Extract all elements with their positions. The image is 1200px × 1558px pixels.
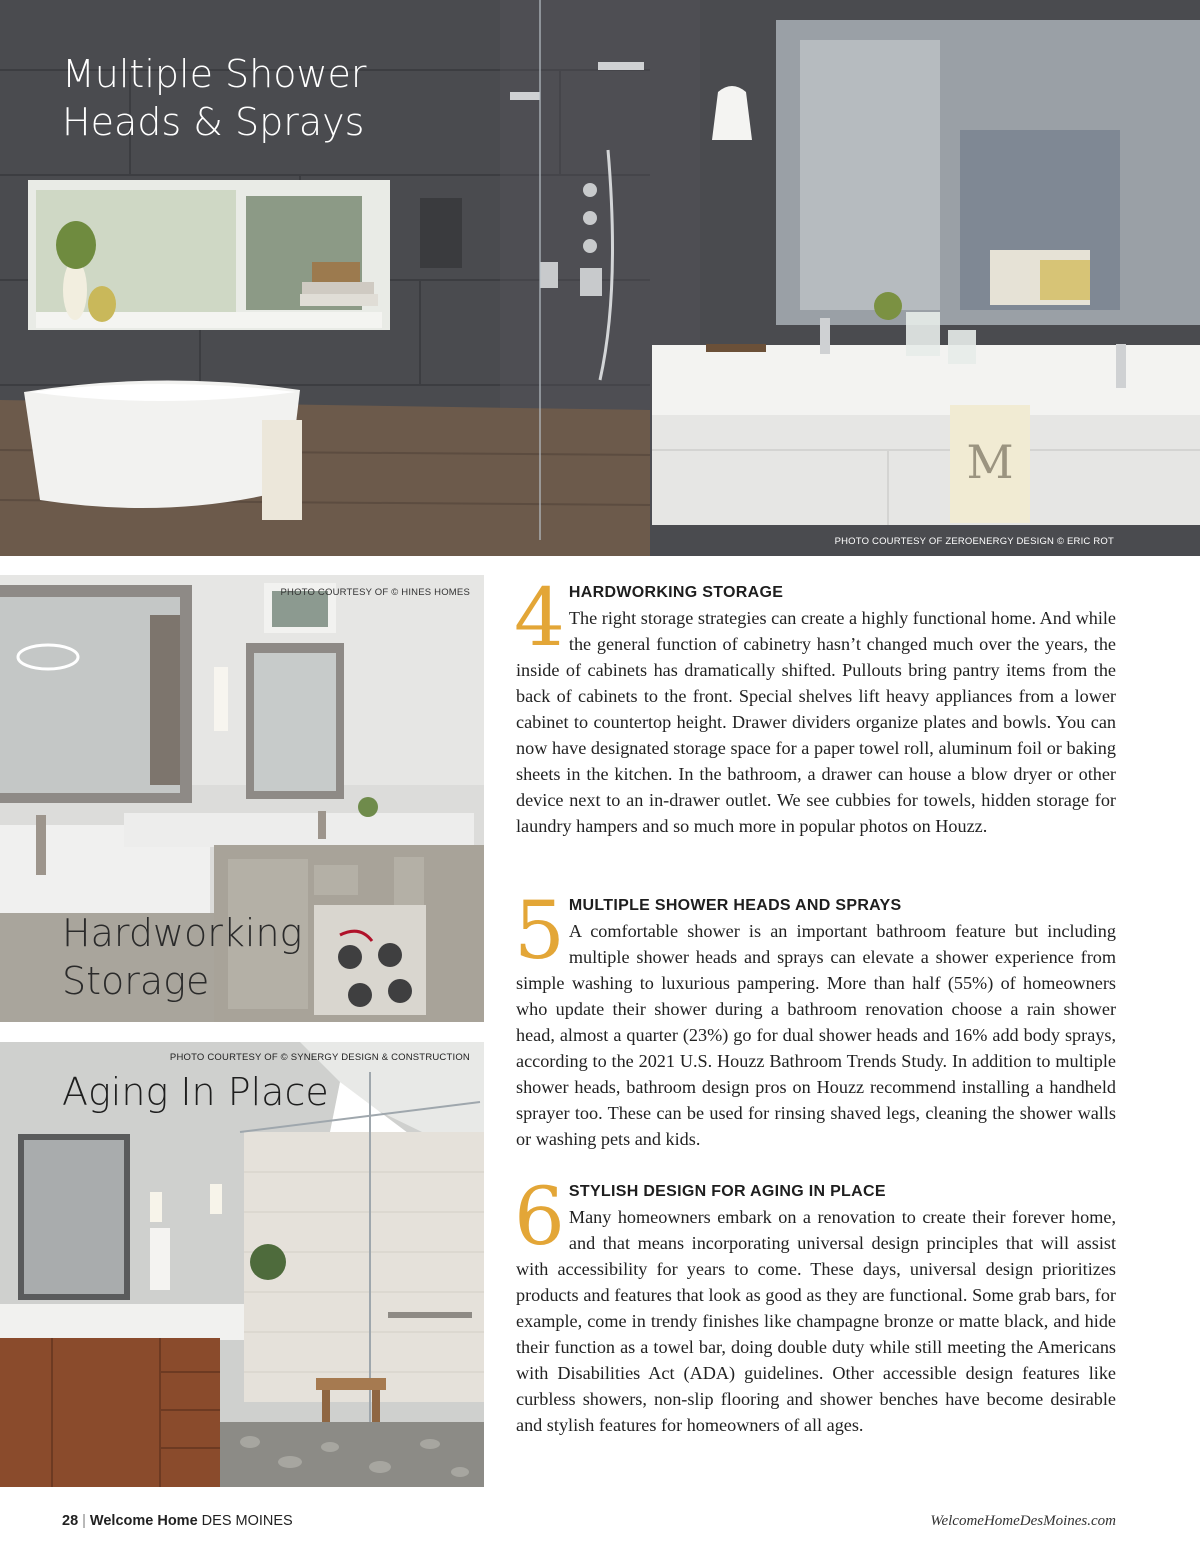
- page-number: 28: [62, 1513, 79, 1529]
- section-heading: MULTIPLE SHOWER HEADS AND SPRAYS: [568, 897, 902, 914]
- hero-photo: [0, 0, 1200, 556]
- hero-photo-title: Multiple Shower Heads & Sprays: [62, 52, 367, 144]
- section-aging-in-place: [514, 1170, 1116, 1438]
- section-body: The right storage strategies can create a highly functional home. And while the general function of cabinetry hasn’t changed much over the years, the inside of cabinets has dramatically shifted. Pullouts bring pantry items from the back of cabinets to the front. Special shelves lift heavy appliances from a lower cabinet to countertop height. Drawer dividers organize plates and bowls. You can now have designated storage space for a paper towel roll, aluminum foil or baking sheets in the kitchen. In the bathroom, a drawer can house a blow dryer or other device next to an in-drawer outlet. We see cubbies for towels, hidden storage for laundry hampers and so much more in popular photos on Houzz.: [516, 608, 1116, 836]
- magazine-city: DES MOINES: [201, 1513, 293, 1529]
- section-number-dropcap: 5: [514, 884, 565, 977]
- section-hardworking-storage: [514, 571, 1116, 839]
- aging-photo-title: Aging In Place: [62, 1070, 329, 1114]
- hero-photo-credit: PHOTO COURTESY OF ZEROENERGY DESIGN © ERIC ROT: [834, 536, 1114, 547]
- section-multiple-shower-heads: [514, 884, 1116, 1152]
- magazine-brand: Welcome Home: [89, 1513, 198, 1529]
- section-heading: HARDWORKING STORAGE: [568, 584, 784, 601]
- section-heading: STYLISH DESIGN FOR AGING IN PLACE: [568, 1183, 886, 1200]
- magazine-website: WelcomeHomeDesMoines.com: [930, 1513, 1116, 1529]
- footer-separator: |: [82, 1513, 86, 1529]
- aging-photo-credit: PHOTO COURTESY OF © SYNERGY DESIGN & CONSTRUCTION: [169, 1052, 470, 1063]
- page-footer-left: [62, 1513, 293, 1529]
- storage-photo-credit: PHOTO COURTESY OF © HINES HOMES: [280, 587, 470, 598]
- section-body: A comfortable shower is an important bathroom feature but including multiple shower heads and sprays can elevate a shower experience from simple washing to luxurious pampering. More than half (55%) of homeowners who update their shower during a bathroom renovation choose a rain shower head, almost a quarter (23%) go for dual shower heads and 16% add body sprays, according to the 2021 U.S. Houzz Bathroom Trends Study. In addition to multiple shower heads, bathroom design pros on Houzz recommend installing a handheld sprayer too. These can be used for rinsing shaved legs, cleaning the shower walls or washing pets and kids.: [516, 921, 1116, 1149]
- section-number-dropcap: 4: [514, 571, 565, 664]
- svg-text:M: M: [966, 435, 1014, 489]
- section-number-dropcap: 6: [514, 1170, 565, 1263]
- storage-photo-title: Hardworking Storage: [62, 911, 303, 1003]
- section-body: Many homeowners embark on a renovation to create their forever home, and that means incorporating universal design principles that will assist with accessibility for years to come. These days, universal design prioritizes products and features that look as good as they are functional. Some grab bars, for example, come in trendy finishes like champagne bronze or matte black, and hide their function as a towel bar, doing double duty while still meeting the Americans with Disabilities Act (ADA) guidelines. Other accessible design features like curbless showers, non-slip flooring and shower benches have become desirable and stylish features for homeowners of all ages.: [516, 1207, 1116, 1435]
